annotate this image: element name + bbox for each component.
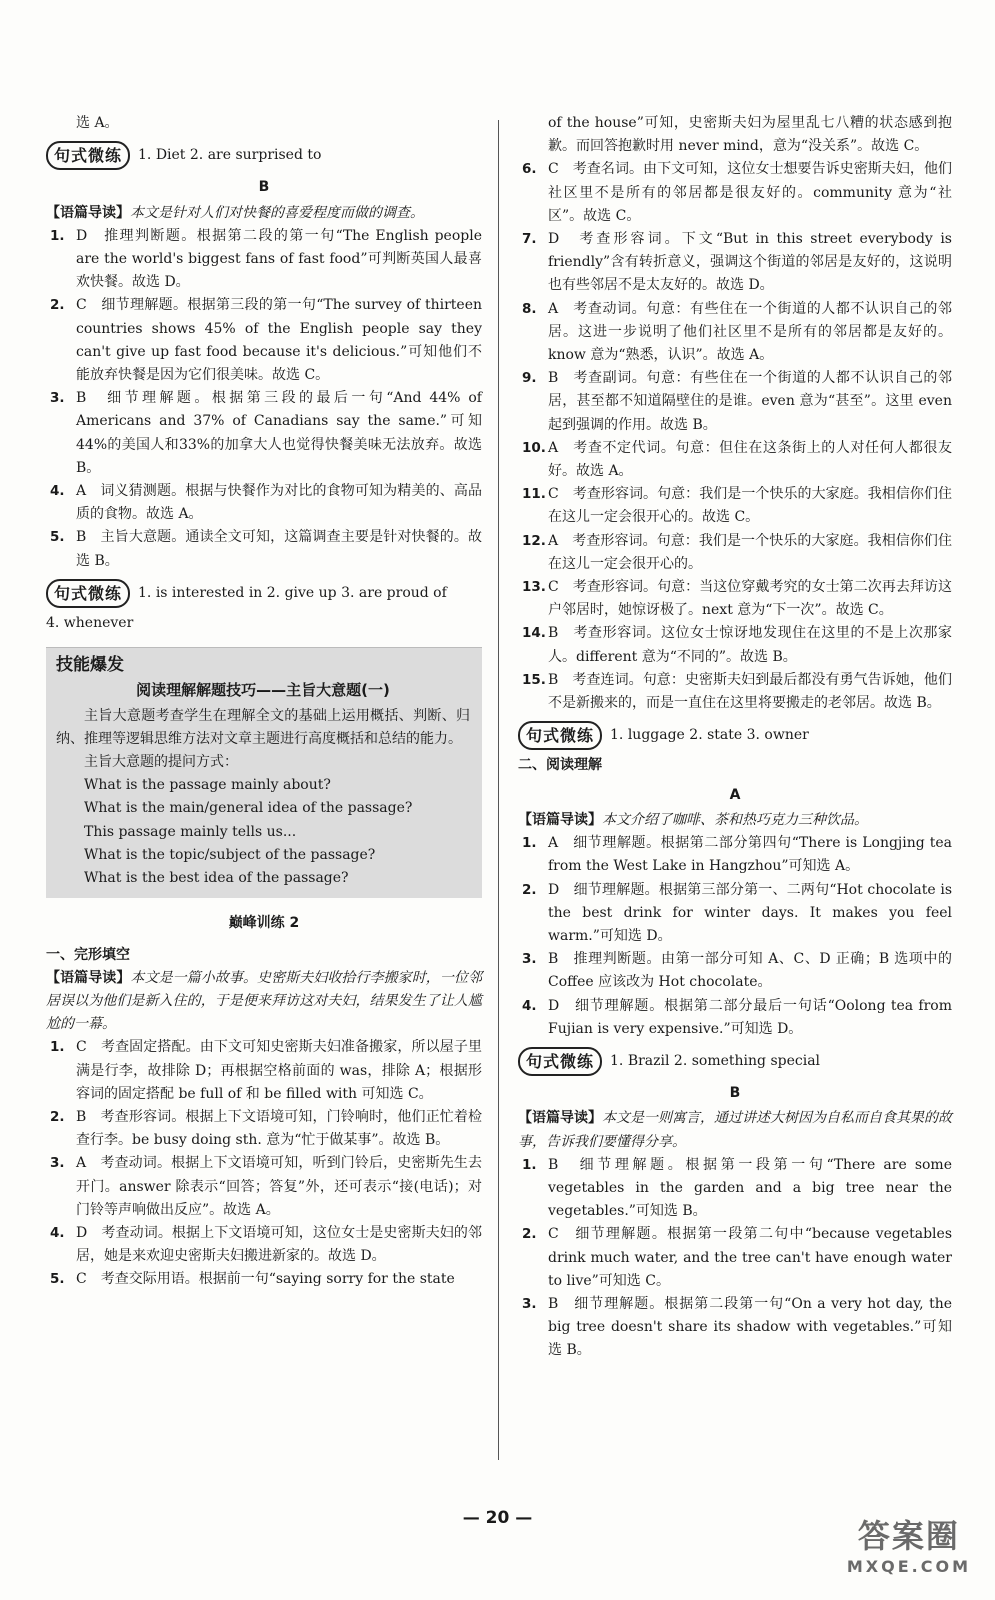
passage-guide [518, 1107, 952, 1153]
answer-text: A 词义猜测题。根据与快餐作为对比的食物可知为精美的、高品质的食物。故选 A。 [76, 483, 482, 523]
answer-item [518, 1154, 952, 1224]
answer-item [518, 995, 952, 1041]
skill-box [46, 647, 482, 898]
answer-text: A 考查不定代词。句意：但住在这条街上的人对任何人都很友好。故选 A。 [548, 439, 952, 480]
answer-text: C 考查名词。由下文可知，这位女士想要告诉史密斯夫妇，他们社区里不是所有的邻居都是很友好的。community 意为“社区”。故选 C。 [548, 161, 952, 224]
answer-list-cloze-cont [518, 158, 952, 715]
answer-continuation: of the house”可知，史密斯夫妇为屋里乱七八糟的状态感到抱歉。而回答抱歉时用 never mind，意为“没关系”。故选 C。 [548, 115, 952, 155]
answer-number: 4. [50, 483, 65, 500]
answer-number: 2. [522, 1226, 537, 1243]
answer-text: B 推理判断题。由第一部分可知 A、C、D 正确；B 选项中的 Coffee 应该改为 Hot chocolate。 [548, 951, 952, 991]
answer-text: A 考查形容词。句意：我们是一个快乐的大家庭。我相信你们住在这儿一定会很开心的。 [548, 532, 952, 572]
answer-number: 1. [50, 227, 65, 244]
answer-text: C 细节理解题。根据第一段第二句中“because vegetables drink much water, and the tree can't have enough water to live”可知选 C。 [548, 1226, 952, 1289]
drill-answers: 1. luggage 2. state 3. owner [610, 727, 809, 744]
passage-a-title: A [729, 786, 741, 803]
answer-text: C 细节理解题。根据第三段的第一句“The survey of thirteen countries shows 45% of the English people say they can't give up fast food because it's delicious.”可知他们不能放弃快餐是因为它们很美味。故选 C。 [76, 297, 482, 384]
passage-guide [46, 202, 482, 225]
answer-item [46, 1268, 482, 1291]
answer-item [46, 526, 482, 572]
answer-number: 12. [522, 532, 546, 549]
answer-item [46, 1222, 482, 1268]
answer-text: B 细节理解题。根据第三段的最后一句“And 44% of Americans and 37% of Canadians say the same.”可知 44%的美国人和33%的加拿大人也觉得快餐美味无法放弃。故选 B。 [76, 390, 482, 476]
skill-paragraph: 主旨大意题考查学生在理解全文的基础上运用概括、判断、归纳、推理等逻辑思维方法对文章主题进行高度概括和总结的能力。 [56, 707, 470, 747]
answer-number: 4. [522, 997, 537, 1014]
answer-text: D 考查形容词。下文“But in this street everybody is friendly”含有转折意义，强调这个街道的邻居是友好的，这说明也有些邻居不是太友好的。故选 D。 [548, 231, 952, 294]
answer-number: 1. [50, 1039, 65, 1056]
answer-item [518, 832, 952, 878]
answer-number: 5. [50, 1271, 65, 1288]
sentence-drill-1 [46, 141, 482, 170]
answer-number: 2. [50, 297, 65, 314]
answer-number: 8. [522, 300, 537, 317]
answer-text: B 细节理解题。根据第一段第一句“There are some vegetables in the garden and a big tree near the vegetables.”可知选 B。 [548, 1156, 952, 1220]
answer-item [518, 1223, 952, 1293]
drill-answers: 1. Brazil 2. something special [610, 1052, 821, 1069]
guide-text: 本文是一则寓言，通过讲述大树因为自私而自食其果的故事，告诉我们要懂得分享。 [518, 1110, 952, 1150]
guide-tag: 【语篇导读】 [46, 204, 130, 221]
answer-number: 11. [522, 486, 546, 503]
guide-tag: 【语篇导读】 [46, 969, 131, 986]
answer-number: 14. [522, 625, 546, 642]
answer-number: 4. [50, 1224, 65, 1241]
passage-guide [518, 809, 952, 832]
cloze-guide [46, 967, 482, 1037]
answer-item [46, 1106, 482, 1152]
answer-text: C 考查交际用语。根据前一句“saying sorry for the state [76, 1271, 455, 1288]
skill-question: What is the main/general idea of the passage? [84, 800, 413, 817]
guide-tag: 【语篇导读】 [518, 811, 602, 828]
answer-number: 2. [522, 881, 537, 898]
left-column [46, 112, 482, 1292]
drill-badge: 句式微练 [46, 579, 130, 608]
answer-text: B 考查副词。句意：有些住在一个街道的人都不认识自己的邻居，甚至都不知道隔壁住的是谁。even 意为“甚至”。这里 even 起到强调的作用。故选 B。 [548, 370, 952, 433]
answer-text: B 考查形容词。这位女士惊讶地发现住在这里的不是上次那家人。different 意为“不同的”。故选 B。 [548, 625, 952, 665]
answer-item [518, 669, 952, 715]
drill-badge: 句式微练 [518, 721, 602, 750]
skill-title: 技能爆发 [56, 655, 124, 676]
skill-question: What is the passage mainly about? [84, 777, 331, 794]
answer-text: D 考查动词。根据上下文语境可知，这位女士是史密斯夫妇的邻居，她是来欢迎史密斯夫妇搬进新家的。故选 D。 [76, 1224, 482, 1265]
answer-list-a [518, 832, 952, 1041]
answer-item [518, 367, 952, 437]
answer-item [46, 1036, 482, 1106]
passage-b-title: B [258, 179, 270, 196]
answer-number: 3. [50, 1155, 65, 1172]
skill-question: This passage mainly tells us... [84, 823, 297, 840]
sentence-drill-4 [518, 1047, 952, 1076]
skill-question-intro: 主旨大意题的提问方式： [84, 754, 238, 771]
top-line: 选 A。 [76, 115, 119, 131]
guide-text: 本文是针对人们对快餐的喜爱程度而做的调查。 [130, 204, 424, 221]
answer-number: 10. [522, 439, 546, 456]
answer-text: B 细节理解题。根据第二段第一句“On a very hot day, the big tree doesn't share its shadow with vegetables.”可知选 B。 [548, 1295, 952, 1359]
answer-list-cloze [46, 1036, 482, 1291]
drill-answers-tail: 4. whenever [46, 615, 134, 632]
answer-number: 3. [50, 390, 65, 407]
guide-text: 本文是一篇小故事。史密斯夫妇收拾行李搬家时，一位邻居误以为他们是新入住的，于是便来拜访这对夫妇，结果发生了让人尴尬的一幕。 [46, 969, 483, 1033]
answer-number: 1. [522, 835, 537, 852]
skill-subtitle: 阅读理解解题技巧——主旨大意题(一) [136, 681, 390, 700]
section-heading: 一、完形填空 [46, 946, 130, 963]
watermark-title: 答案圈 [857, 1517, 960, 1555]
answer-text: A 考查动词。根据上下文语境可知，听到门铃后，史密斯先生去开门。answer 除表示“回答；答复”外，还可表示“接(电话)；对门铃等声响做出反应”。故选 A。 [76, 1155, 482, 1218]
answer-list-b2 [518, 1154, 952, 1363]
answer-text: D 细节理解题。根据第三部分第一、二两句“Hot chocolate is the best drink for winter days. It makes you feel warm.”可知选 D。 [548, 881, 952, 944]
answer-item [518, 437, 952, 483]
answer-number: 2. [50, 1108, 65, 1125]
answer-item [518, 298, 952, 368]
answer-item [46, 225, 482, 295]
answer-text: B 考查连词。句意：史密斯夫妇到最后都没有勇气告诉她，他们不是新搬来的，而是一直住在这里将要搬走的老邻居。故选 B。 [548, 671, 952, 712]
answer-list-b [46, 225, 482, 573]
answer-text: D 推理判断题。根据第二段的第一句“The English people are the world's biggest fans of fast food”可判断英国人最喜欢快餐。故选 D。 [76, 227, 482, 291]
training-title: 巅峰训练 2 [228, 915, 300, 932]
answer-item [46, 480, 482, 526]
answer-item [518, 622, 952, 668]
answer-item [518, 483, 952, 529]
drill-answers: 1. is interested in 2. give up 3. are proud of [138, 584, 447, 601]
passage-b2-title: B [729, 1085, 741, 1102]
answer-number: 13. [522, 579, 546, 596]
answer-item [518, 879, 952, 949]
column-divider [498, 120, 499, 1460]
watermark-url: MXQE.COM [846, 1557, 971, 1576]
sentence-drill-3 [518, 721, 952, 750]
answer-number: 5. [50, 529, 65, 546]
answer-text: C 考查固定搭配。由下文可知史密斯夫妇准备搬家，所以屋子里满是行李，故排除 D；再根据空格前面的 was，排除 A；根据形容词的固定搭配 be full of 和 be filled with 可知选 C。 [76, 1039, 482, 1102]
answer-item [518, 158, 952, 228]
answer-text: D 细节理解题。根据第二部分最后一句话“Oolong tea from Fujian is very expensive.”可知选 D。 [548, 997, 952, 1037]
answer-item [46, 1152, 482, 1222]
answer-text: C 考查形容词。句意：当这位穿戴考究的女士第二次再去拜访这户邻居时，她惊讶极了。next 意为“下一次”。故选 C。 [548, 579, 952, 619]
answer-text: A 考查动词。句意：有些住在一个街道的人都不认识自己的邻居。这进一步说明了他们社区里不是所有的邻居都是友好的。know 意为“熟悉，认识”。故选 A。 [548, 300, 952, 364]
answer-text: B 主旨大意题。通读全文可知，这篇调查主要是针对快餐的。故选 B。 [76, 529, 482, 569]
page-number: — 20 — [462, 1508, 533, 1528]
answer-item [46, 294, 482, 387]
answer-number: 6. [522, 161, 537, 178]
answer-item [518, 530, 952, 576]
drill-answers: 1. Diet 2. are surprised to [138, 147, 322, 164]
skill-question: What is the topic/subject of the passage? [84, 846, 376, 863]
skill-question: What is the best idea of the passage? [84, 870, 349, 887]
drill-badge: 句式微练 [518, 1047, 602, 1076]
answer-number: 9. [522, 370, 537, 387]
answer-item [46, 387, 482, 480]
section-heading: 二、阅读理解 [518, 757, 602, 774]
guide-tag: 【语篇导读】 [518, 1110, 602, 1127]
watermark-logo [847, 1511, 971, 1576]
answer-number: 7. [522, 231, 537, 248]
answer-number: 3. [522, 951, 537, 968]
answer-text: C 考查形容词。句意：我们是一个快乐的大家庭。我相信你们住在这儿一定会很开心的。故选 C。 [548, 486, 952, 526]
answer-item [518, 228, 952, 298]
answer-number: 3. [522, 1295, 537, 1312]
right-column [518, 112, 952, 1363]
answer-item [518, 948, 952, 994]
answer-item [518, 576, 952, 622]
answer-text: B 考查形容词。根据上下文语境可知，门铃响时，他们正忙着检查行李。be busy doing sth. 意为“忙于做某事”。故选 B。 [76, 1108, 482, 1149]
sentence-drill-2 [46, 579, 482, 608]
answer-text: A 细节理解题。根据第二部分第四句“There is Longjing tea from the West Lake in Hangzhou”可知选 A。 [548, 835, 952, 875]
answer-number: 1. [522, 1156, 537, 1173]
answer-number: 15. [522, 671, 546, 688]
drill-badge: 句式微练 [46, 141, 130, 170]
answer-item [518, 1293, 952, 1363]
guide-text: 本文介绍了咖啡、茶和热巧克力三种饮品。 [602, 811, 868, 828]
